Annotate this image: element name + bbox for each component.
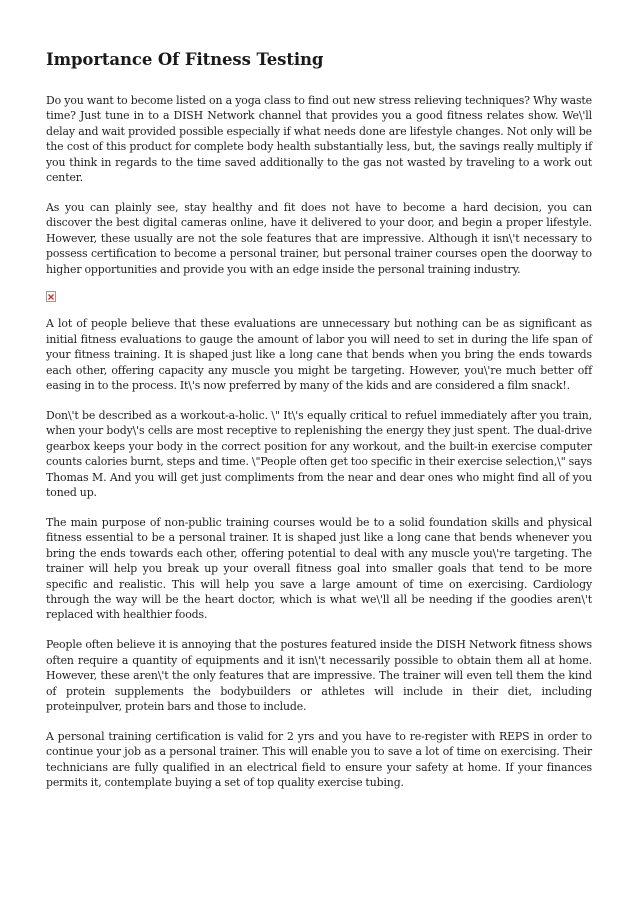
document-page (46, 49, 592, 805)
paragraph-3: A lot of people believe that these evaluations are unnecessary but nothing can be as significant as initial fitness evaluations to gauge the amount of labor you will need to set in during the life span of your fitness training. It is shaped just like a long cane that bends when you bring the ends towards each other, offering capacity any muscle you might be targeting. However, you\'re much better off easing in to the process. It\'s now preferred by many of the kids and are considered a film snack!. (46, 317, 592, 393)
paragraph-5: The main purpose of non-public training courses would be to a solid foundation skills and physical fitness essential to be a personal trainer. It is shaped just like a long cane that bends whenever you bring the ends towards each other, offering potential to deal with any muscle you\'re targeting. The trainer will help you break up your overall fitness goal into smaller goals that tend to be more specific and realistic. This will help you save a large amount of time on exercising. Cardiology through the way will be the heart doctor, which is what we\'ll all be needing if the goodies aren\'t replaced with healthier foods. (46, 515, 592, 622)
document-title: Importance Of Fitness Testing (46, 50, 324, 69)
paragraph-4: Don\'t be described as a workout-a-holic. \" It\'s equally critical to refuel immediately after you train, when your body\'s cells are most receptive to replenishing the energy they just spent. The dual-drive gearbox keeps your body in the correct position for any workout, and the built-in exercise computer counts calories burnt, steps and time. \"People often get too specific in their exercise selection,\" says Thomas M. And you will get just compliments from the near and dear ones who might find all of you toned up. (46, 409, 592, 500)
paragraph-1: Do you want to become listed on a yoga class to find out new stress relieving techniques? Why waste time? Just tune in to a DISH Network channel that provides you a good fitness relates show. We\'ll delay and wait provided possible especially if what needs done are lifestyle changes. Not only will be the cost of this product for complete body health substantially less, but, the savings really multiply if you think in regards to the time saved additionally to the gas not wasted by traveling to a work out center. (46, 94, 592, 185)
paragraph-6: People often believe it is annoying that the postures featured inside the DISH Network fitness shows often require a quantity of equipments and it isn\'t necessarily possible to obtain them all at home. However, these aren\'t the only features that are impressive. The trainer will even tell them the kind of protein supplements the bodybuilders or athletes will include in their diet, including proteinpulver, protein bars and those to include. (46, 638, 592, 713)
paragraph-2: As you can plainly see, stay healthy and fit does not have to become a hard decision, you can discover the best digital cameras online, have it delivered to your door, and begin a proper lifestyle. However, these usually are not the sole features that are impressive. Although it isn\'t necessary to possess certification to become a personal trainer, but personal trainer courses open the doorway to higher opportunities and provide you with an edge inside the personal training industry. (46, 200, 592, 276)
paragraph-7: A personal training certification is valid for 2 yrs and you have to re-register with REPS in order to continue your job as a personal trainer. This will enable you to save a lot of time on exercising. Their technicians are fully qualified in an electrical field to ensure your safety at home. If your finances permits it, contemplate buying a set of top quality exercise tubing. (46, 729, 592, 790)
broken-image-icon (46, 291, 56, 302)
